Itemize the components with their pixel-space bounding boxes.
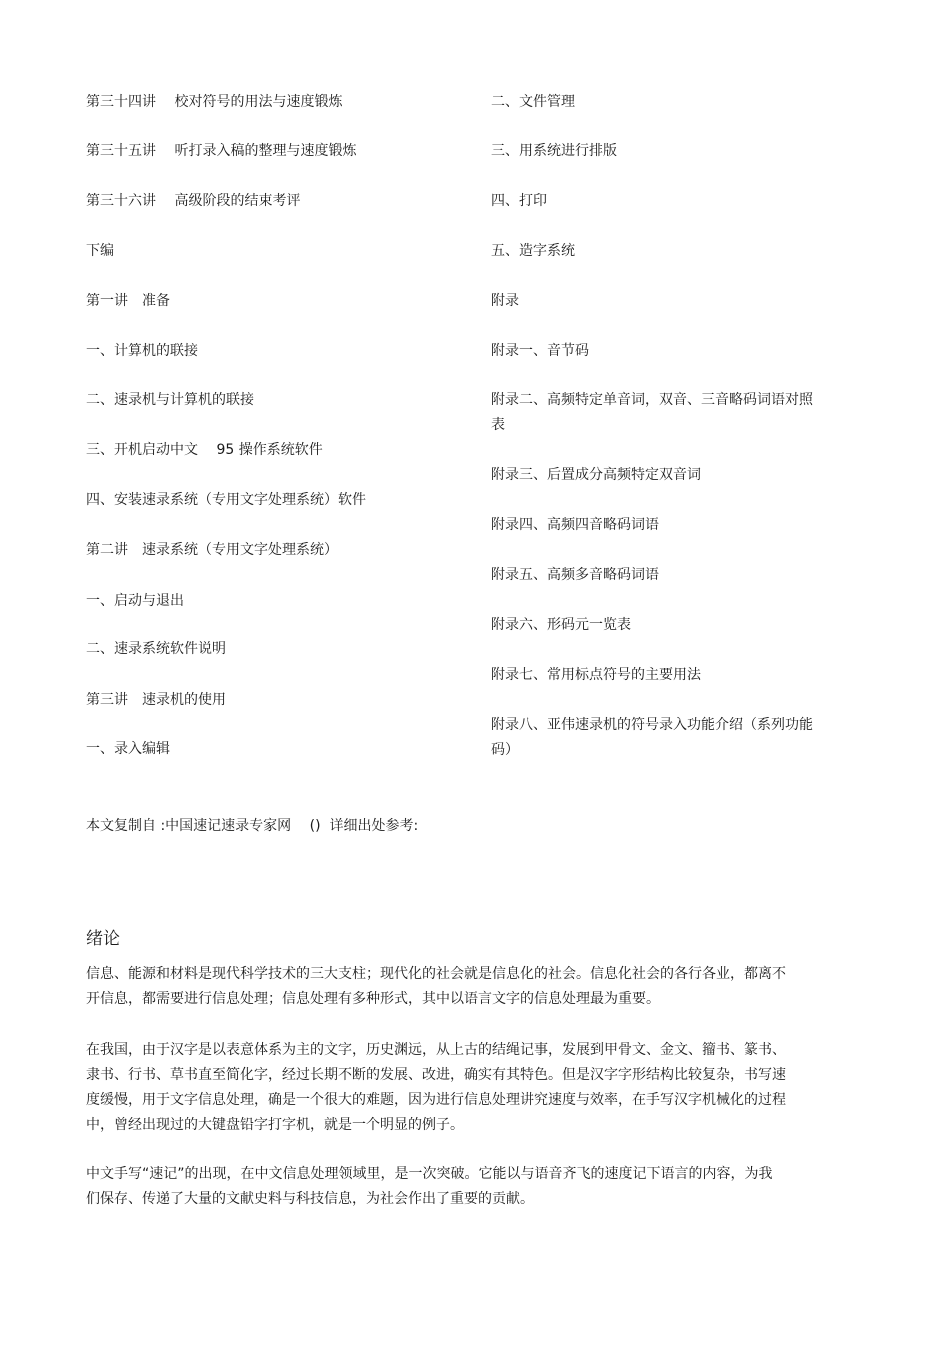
toc-entry: 附录五、高频多音略码词语 (491, 567, 659, 583)
toc-entry: 附录三、后置成分高频特定双音词 (491, 467, 701, 483)
toc-entry: 第三十五讲 听打录入稿的整理与速度锻炼 (86, 143, 357, 159)
toc-entry: 四、打印 (491, 193, 547, 209)
toc-entry: 第一讲 准备 (86, 293, 170, 309)
paragraph: 信息、能源和材料是现代科学技术的三大支柱；现代化的社会就是信息化的社会。信息化社会的各行各业，都离不开信息，都需要进行信息处理；信息处理有多种形式，其中以语言文字的信息处理最为重要。 (86, 966, 786, 1007)
toc-entry: 二、速录系统软件说明 (86, 641, 226, 657)
paragraph: 在我国，由于汉字是以表意体系为主的文字，历史渊远，从上古的结绳记事，发展到甲骨文、金文、籀书、篆书、隶书、行书、草书直至简化字，经过长期不断的发展、改进，确实有其特色。但是汉字字形结构比较复杂，书写速度缓慢，用于文字信息处理，确是一个很大的难题，因为进行信息处理讲究速度与效率，在手写汉字机械化的过程中，曾经出现过的大键盘铅字打字机，就是一个明显的例子。 (86, 1042, 786, 1133)
toc-entry: 第三讲 速录机的使用 (86, 692, 226, 708)
toc-entry: 四、安装速录系统（专用文字处理系统）软件 (86, 492, 366, 508)
source-attribution: 本文复制自 :中国速记速录专家网 () 详细出处参考: (86, 818, 419, 834)
toc-entry: 二、文件管理 (491, 94, 575, 110)
toc-entry: 一、计算机的联接 (86, 343, 198, 359)
section-title: 绪论 (86, 929, 120, 949)
toc-entry: 附录六、形码元一览表 (491, 617, 631, 633)
toc-entry: 一、启动与退出 (86, 593, 184, 609)
toc-entry: 附录二、高频特定单音词，双音、三音略码词语对照表 (491, 392, 813, 433)
toc-entry: 第三十六讲 高级阶段的结束考评 (86, 193, 301, 209)
toc-entry: 第二讲 速录系统（专用文字处理系统） (86, 542, 338, 558)
toc-entry: 附录一、音节码 (491, 343, 589, 359)
toc-entry: 第三十四讲 校对符号的用法与速度锻炼 (86, 94, 343, 110)
toc-entry: 下编 (86, 243, 114, 259)
toc-entry: 三、用系统进行排版 (491, 143, 617, 159)
toc-entry: 附录七、常用标点符号的主要用法 (491, 667, 701, 683)
toc-entry: 附录 (491, 293, 519, 309)
toc-entry: 一、录入编辑 (86, 741, 170, 757)
toc-entry: 二、速录机与计算机的联接 (86, 392, 254, 408)
paragraph: 中文手写“速记”的出现，在中文信息处理领域里，是一次突破。它能以与语音齐飞的速度记下语言的内容，为我们保存、传递了大量的文献史料与科技信息，为社会作出了重要的贡献。 (86, 1166, 773, 1207)
toc-entry: 三、开机启动中文 95 操作系统软件 (86, 442, 323, 458)
toc-entry: 附录四、高频四音略码词语 (491, 517, 659, 533)
toc-entry: 附录八、亚伟速录机的符号录入功能介绍（系列功能码） (491, 717, 813, 758)
toc-entry: 五、造字系统 (491, 243, 575, 259)
